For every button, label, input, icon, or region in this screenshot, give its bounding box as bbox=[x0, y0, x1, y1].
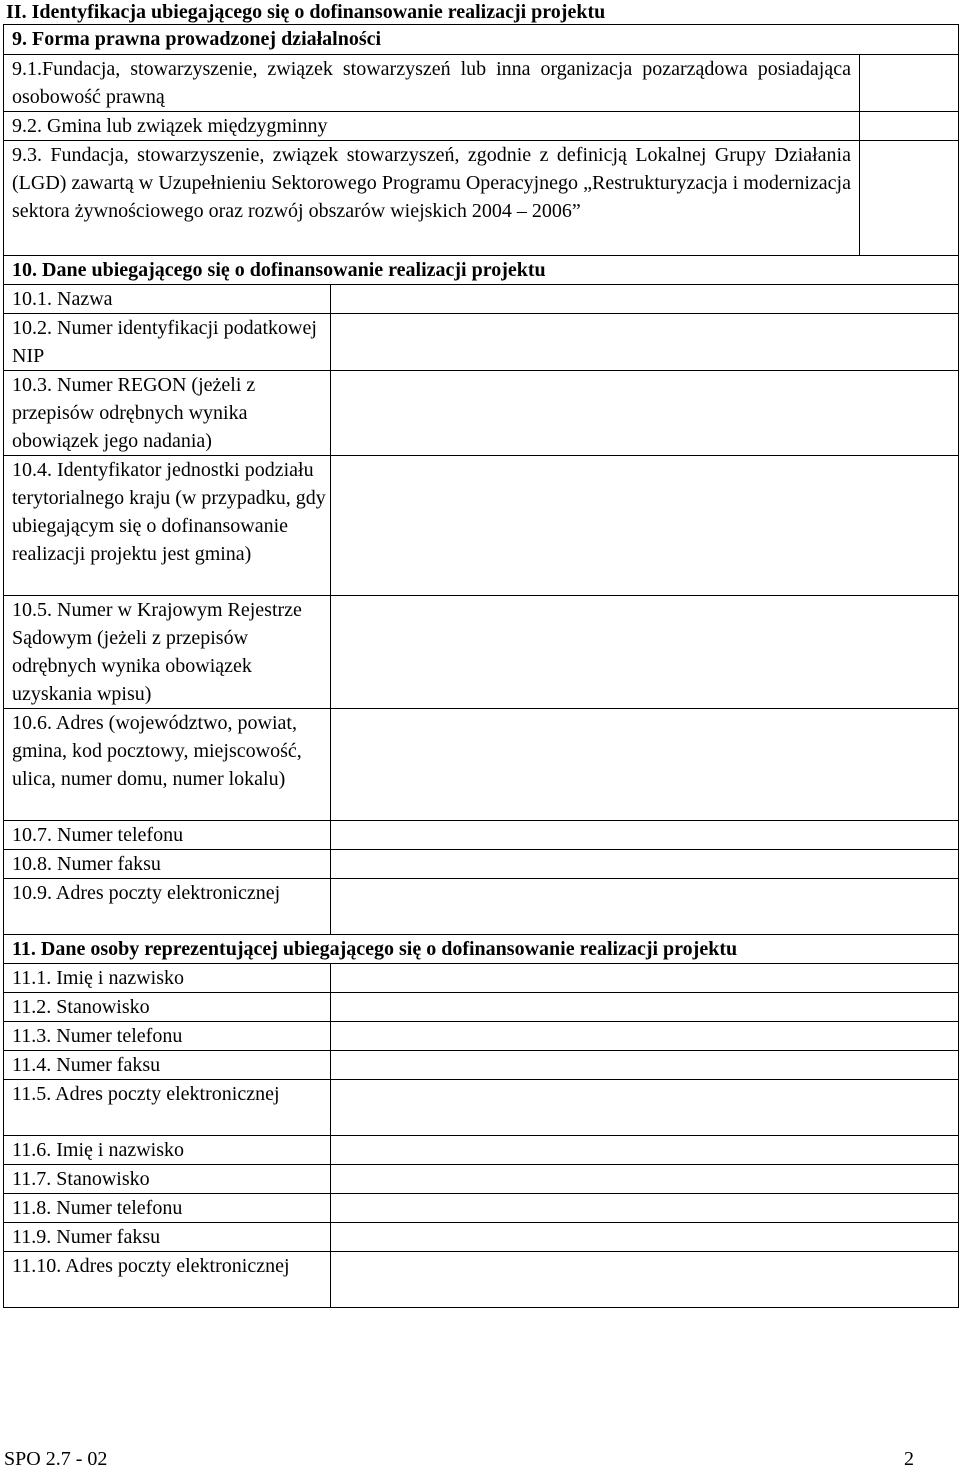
field-input-11-10[interactable] bbox=[331, 1252, 959, 1308]
field-label-11-8: 11.8. Numer telefonu bbox=[4, 1194, 331, 1223]
field-label-10-2: 10.2. Numer identyfikacji podatkowej NIP bbox=[4, 314, 331, 371]
field-label-11-3: 11.3. Numer telefonu bbox=[4, 1022, 331, 1051]
legal-form-option-9-1: 9.1.Fundacja, stowarzyszenie, związek stowarzyszeń lub inna organizacja pozarządowa posiadająca osobowość prawną bbox=[4, 55, 860, 112]
field-input-11-8[interactable] bbox=[331, 1194, 959, 1223]
field-input-11-3[interactable] bbox=[331, 1022, 959, 1051]
field-input-10-4[interactable] bbox=[331, 456, 959, 596]
legal-form-checkbox-9-3[interactable] bbox=[860, 141, 959, 256]
field-input-11-7[interactable] bbox=[331, 1165, 959, 1194]
field-label-10-6: 10.6. Adres (województwo, powiat, gmina, kod pocztowy, miejscowość, ulica, numer domu, numer lokalu) bbox=[4, 709, 331, 821]
field-input-10-3[interactable] bbox=[331, 371, 959, 456]
field-input-10-2[interactable] bbox=[331, 314, 959, 371]
field-label-10-9: 10.9. Adres poczty elektronicznej bbox=[4, 879, 331, 935]
section-10-title: 10. Dane ubiegającego się o dofinansowanie realizacji projektu bbox=[4, 256, 959, 285]
legal-form-option-9-2: 9.2. Gmina lub związek międzygminny bbox=[4, 112, 860, 141]
field-label-10-5: 10.5. Numer w Krajowym Rejestrze Sądowym (jeżeli z przepisów odrębnych wynika obowiązek uzyskania wpisu) bbox=[4, 596, 331, 709]
legal-form-option-9-3: 9.3. Fundacja, stowarzyszenie, związek stowarzyszeń, zgodnie z definicją Lokalnej Grupy Działania (LGD) zawartą w Uzupełnieniu Sektorowego Programu Operacyjnego „Restrukturyzacja i modernizacja sektora żywnościowego oraz rozwój obszarów wiejskich 2004 – 2006” bbox=[4, 141, 860, 256]
field-label-11-2: 11.2. Stanowisko bbox=[4, 993, 331, 1022]
field-input-10-5[interactable] bbox=[331, 596, 959, 709]
field-input-10-1[interactable] bbox=[331, 285, 959, 314]
field-input-11-2[interactable] bbox=[331, 993, 959, 1022]
section-11-title: 11. Dane osoby reprezentującej ubiegającego się o dofinansowanie realizacji projektu bbox=[4, 935, 959, 964]
field-label-10-8: 10.8. Numer faksu bbox=[4, 850, 331, 879]
section-heading: II. Identyfikacja ubiegającego się o dofinansowanie realizacji projektu bbox=[6, 1, 606, 23]
field-input-11-6[interactable] bbox=[331, 1136, 959, 1165]
field-input-11-4[interactable] bbox=[331, 1051, 959, 1080]
field-input-10-9[interactable] bbox=[331, 879, 959, 935]
field-input-11-9[interactable] bbox=[331, 1223, 959, 1252]
section-9-title: 9. Forma prawna prowadzonej działalności bbox=[4, 25, 959, 55]
field-label-11-9: 11.9. Numer faksu bbox=[4, 1223, 331, 1252]
form-code: SPO 2.7 - 02 bbox=[4, 1448, 108, 1470]
field-label-10-3: 10.3. Numer REGON (jeżeli z przepisów odrębnych wynika obowiązek jego nadania) bbox=[4, 371, 331, 456]
field-input-11-1[interactable] bbox=[331, 964, 959, 993]
field-label-11-5: 11.5. Adres poczty elektronicznej bbox=[4, 1080, 331, 1136]
field-label-10-1: 10.1. Nazwa bbox=[4, 285, 331, 314]
page-number: 2 bbox=[904, 1448, 914, 1470]
field-input-11-5[interactable] bbox=[331, 1080, 959, 1136]
legal-form-checkbox-9-1[interactable] bbox=[860, 55, 959, 112]
legal-form-checkbox-9-2[interactable] bbox=[860, 112, 959, 141]
field-label-11-7: 11.7. Stanowisko bbox=[4, 1165, 331, 1194]
application-form-table bbox=[3, 24, 959, 1308]
field-input-10-6[interactable] bbox=[331, 709, 959, 821]
field-label-11-4: 11.4. Numer faksu bbox=[4, 1051, 331, 1080]
field-label-10-4: 10.4. Identyfikator jednostki podziału terytorialnego kraju (w przypadku, gdy ubiegającym się o dofinansowanie realizacji projektu jest gmina) bbox=[4, 456, 331, 596]
field-input-10-7[interactable] bbox=[331, 821, 959, 850]
field-input-10-8[interactable] bbox=[331, 850, 959, 879]
field-label-11-10: 11.10. Adres poczty elektronicznej bbox=[4, 1252, 331, 1308]
field-label-10-7: 10.7. Numer telefonu bbox=[4, 821, 331, 850]
field-label-11-1: 11.1. Imię i nazwisko bbox=[4, 964, 331, 993]
field-label-11-6: 11.6. Imię i nazwisko bbox=[4, 1136, 331, 1165]
